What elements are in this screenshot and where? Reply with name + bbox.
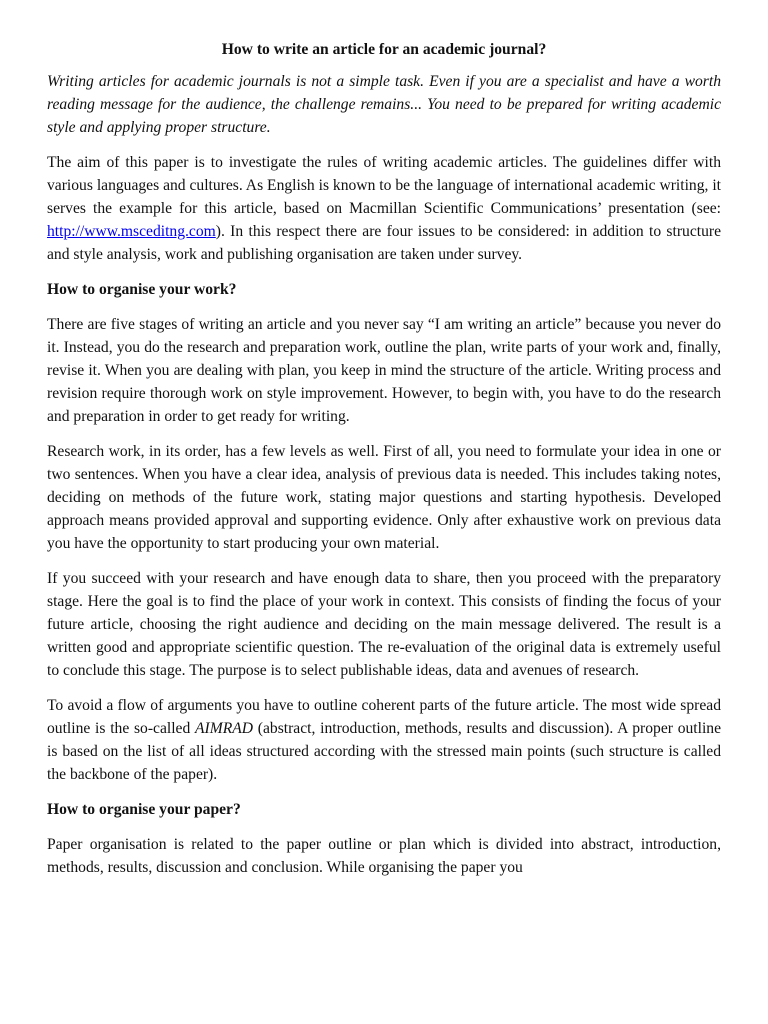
outline-text-before: To avoid a flow of arguments you have to outline coherent parts of the future article. The most wide spread outline is the so-called [47,697,721,737]
intro-paragraph: Writing articles for academic journals is not a simple task. Even if you are a specialist and have a worth reading message for the audience, the challenge remains... You need to be prepared for writing academic style and applying proper structure. [47,73,721,136]
aim-paragraph [47,151,721,266]
aimrad-term: AIMRAD [195,720,254,737]
document-page [47,38,721,891]
preparatory-paragraph: If you succeed with your research and have enough data to share, then you proceed with the preparatory stage. Here the goal is to find the place of your work in context. This consists of finding the focus of your future article, choosing the right audience and deciding on the main message delivered. The result is a written good and appropriate scientific question. The re-evaluation of the original data is extremely useful to conclude this stage. The purpose is to select publishable ideas, data and avenues of research. [47,570,721,679]
outline-text-after: (abstract, introduction, methods, results and discussion). A proper outline is based on the list of all ideas structured according with the stressed main points (such structure is called the backbone of the paper). [47,720,722,783]
document-title: How to write an article for an academic journal? [221,41,547,58]
section-heading-organise-paper: How to organise your paper? [47,801,241,818]
paper-organisation-paragraph: Paper organisation is related to the paper outline or plan which is divided into abstract, introduction, methods, results, discussion and conclusion. While organising the paper you [47,836,721,876]
aim-text-before: The aim of this paper is to investigate the rules of writing academic articles. The guidelines differ with various languages and cultures. As English is known to be the language of international academic writing, it serves the example for this article, based on Macmillan Scientific Communications’ presentation (see: [47,154,721,217]
stages-paragraph: There are five stages of writing an article and you never say “I am writing an article” because you never do it. Instead, you do the research and preparation work, outline the plan, write parts of your work and, finally, revise it. When you are dealing with plan, you keep in mind the structure of the article. Writing process and revision require thorough work on style improvement. However, to begin with, you have to do the research and preparation in order to get ready for writing. [47,316,721,425]
msc-editing-link[interactable]: http://www.msceditng.com [47,223,216,240]
research-paragraph: Research work, in its order, has a few levels as well. First of all, you need to formulate your idea in one or two sentences. When you have a clear idea, analysis of previous data is needed. This includes taking notes, deciding on methods of the future work, stating major questions and starting hypothesis. Developed approach means provided approval and supporting evidence. Only after exhaustive work on previous data you have the opportunity to start producing your own material. [47,443,721,552]
outline-paragraph [47,694,721,786]
aim-text-after: ). In this respect there are four issues to be considered: in addition to structure and style analysis, work and publishing organisation are taken under survey. [47,223,721,263]
section-heading-organise-work: How to organise your work? [47,281,237,298]
